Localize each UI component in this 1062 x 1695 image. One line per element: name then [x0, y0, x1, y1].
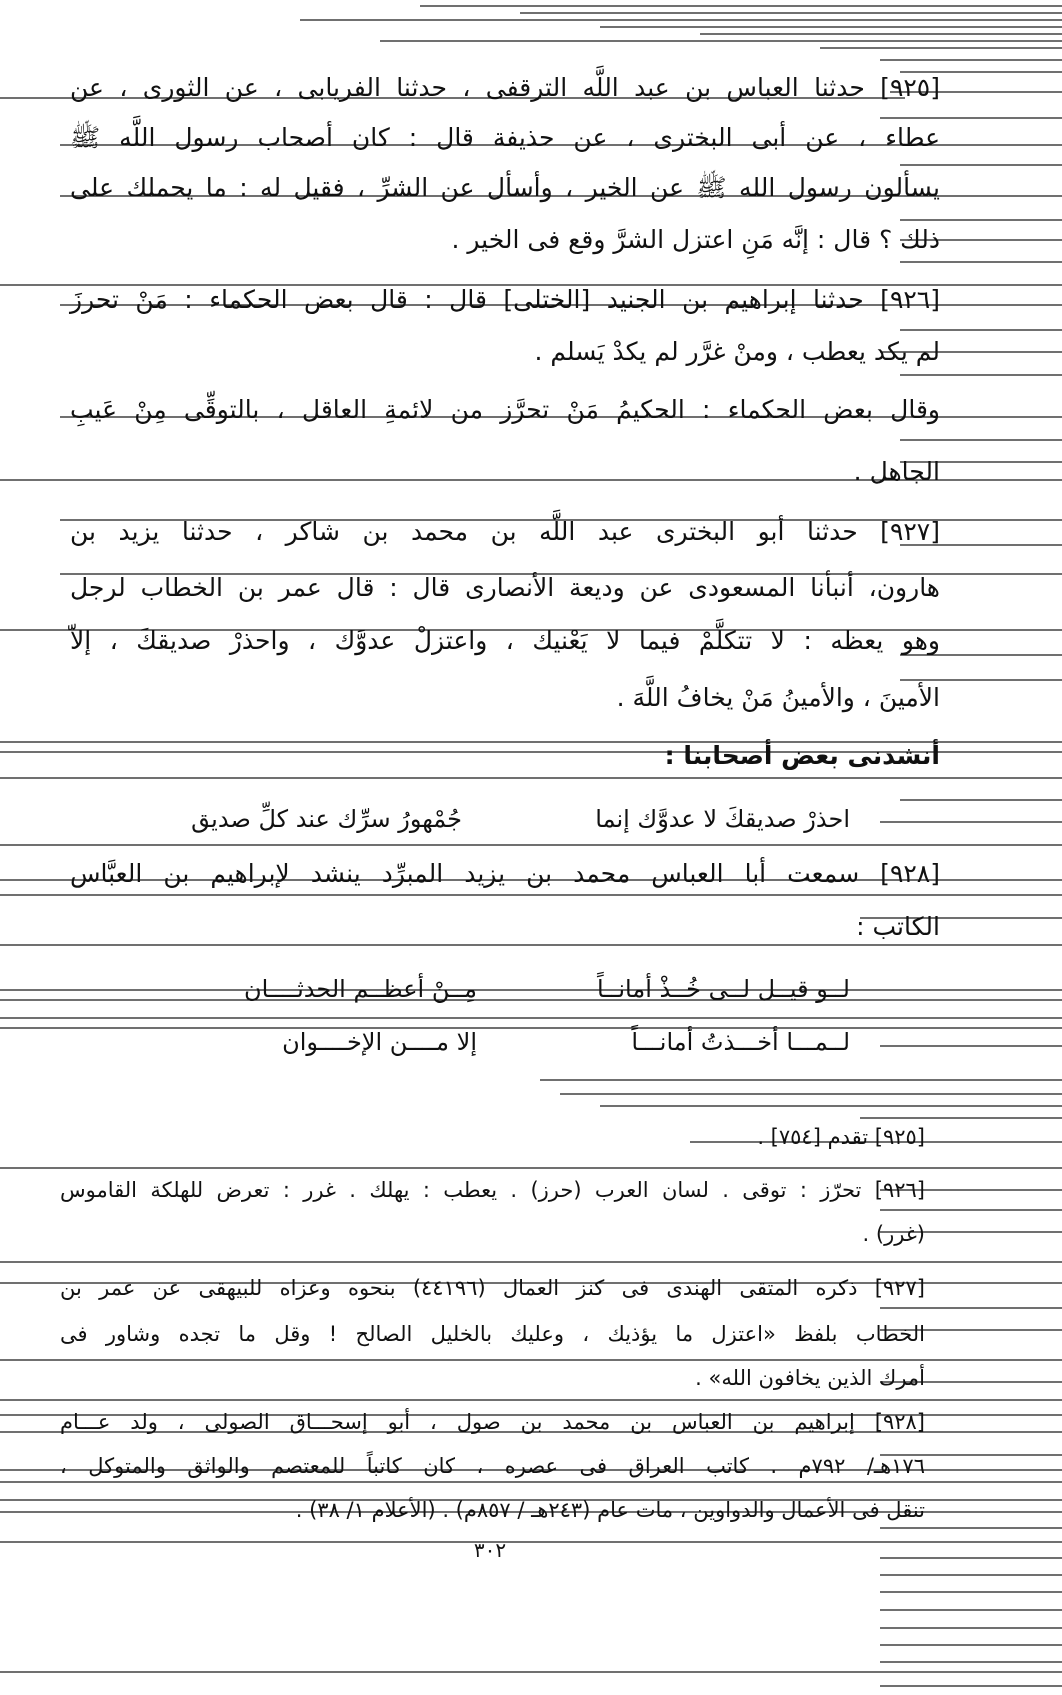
para-928-line-2: الكاتب :: [856, 912, 940, 941]
page-number: ٣٠٢: [473, 1538, 507, 1562]
para-928-line-1: [٩٢٨] سمعت أبا العباس محمد بن يزيد المبرِّد ينشد لإبراهيم بن العبَّاس: [70, 859, 940, 888]
footnote-926-line-1: [٩٢٦] تحرّز : توقى . لسان العرب (حرز) . يعطب : يهلك . غرر : تعرض للهلكة القاموس: [60, 1178, 925, 1202]
saying-line-2: الجاهل .: [853, 457, 940, 486]
para-925-line-3: يسألون رسول الله ﷺ عن الخير ، وأسأل عن الشرِّ ، فقيل له : ما يحملك على: [70, 173, 940, 202]
footnote-927-line-3: أمرك الذين يخافون الله» .: [695, 1366, 925, 1390]
main-text: [70, 0, 940, 1060]
footnote-927-line-2: الخطاب بلفظ «اعتزل ما يؤذيك ، وعليك بالخليل الصالح ! وقل ما تجده وشاور فى: [60, 1322, 925, 1346]
footnote-928-line-2: ١٧٦هـ/ ٧٩٢م . كاتب العراق فى عصره ، كان كاتباً للمعتصم والواثق والمتوكل ،: [60, 1454, 925, 1478]
footnotes: [60, 1100, 925, 1570]
para-925-line-1: [٩٢٥] حدثنا العباس بن عبد اللَّه الترقفى ، حدثنا الفريابى ، عن الثورى ، عن: [70, 73, 940, 102]
footnote-925: [٩٢٥] تقدم [٧٥٤] .: [757, 1125, 925, 1149]
footnote-928-line-1: [٩٢٨] إبراهيم بن العباس بن محمد بن صول ، أبو إسحـــاق الصولى ، ولد عـــام: [60, 1410, 925, 1434]
para-927-line-3: وهو يعظه : لا تتكلَّمْ فيما لا يَعْنيك ، واعتزلْ عدوَّك ، واحذرْ صديقكَ ، إلاّ: [70, 626, 940, 655]
para-925-line-2: عطاء ، عن أبى البخترى ، عن حذيفة قال : كان أصحاب رسول اللَّه ﷺ: [70, 123, 940, 152]
para-927-line-1: [٩٢٧] حدثنا أبو البخترى عبد اللَّه بن محمد بن شاكر ، حدثنا يزيد بن: [70, 517, 940, 546]
verse-1-first-hemistich: احذرْ صديقكَ لا عدوَّك إنما: [595, 805, 850, 833]
para-926-line-2: لم يكد يعطب ، ومنْ غرَّر لم يكدْ يَسلم .: [534, 337, 940, 366]
para-926-line-1: [٩٢٦] حدثنا إبراهيم بن الجنيد [الختلى] قال : قال بعض الحكماء : مَنْ تحرزَ: [70, 285, 940, 314]
footnote-928-line-3: تنقل فى الأعمال والدواوين ، مات عام (٢٤٣هـ / ٨٥٧م) . (الأعلام ١/ ٣٨) .: [295, 1498, 925, 1522]
para-925-line-4: ذلك ؟ قال : إنَّه مَنِ اعتزل الشرَّ وقع فى الخير .: [451, 225, 940, 254]
verse-heading: أنشدنى بعض أصحابنا :: [664, 741, 940, 770]
footnote-926-line-2: (غرر) .: [862, 1222, 925, 1246]
verse-3-first-hemistich: لــمـــا أخـــذتُ أمانـــاً: [631, 1028, 850, 1056]
verse-1-second-hemistich: جُمْهورُ سرِّك عند كلِّ صديق: [191, 805, 462, 833]
saying-line-1: وقال بعض الحكماء : الحكيمُ مَنْ تحرَّز من لائمةِ العاقل ، بالتوقِّى مِنْ عَيبِ: [70, 395, 940, 424]
para-927-line-4: الأمينَ ، والأمينُ مَنْ يخافُ اللَّهَ .: [616, 683, 940, 712]
verse-3-second-hemistich: إلا مــــن الإخــــوان: [282, 1028, 477, 1056]
verse-2-second-hemistich: مِــنْ أعظــم الحدثــــان: [244, 975, 477, 1003]
footnote-927-line-1: [٩٢٧] ذكره المتقى الهندى فى كنز العمال (٤٤١٩٦) بنحوه وعزاه للبيهقى عن عمر بن: [60, 1276, 925, 1300]
para-927-line-2: هارون، أنبأنا المسعودى عن وديعة الأنصارى قال : قال عمر بن الخطاب لرجل: [70, 573, 940, 602]
verse-2-first-hemistich: لــو قيــل لــى خُــذْ أمانــاً: [596, 975, 850, 1003]
